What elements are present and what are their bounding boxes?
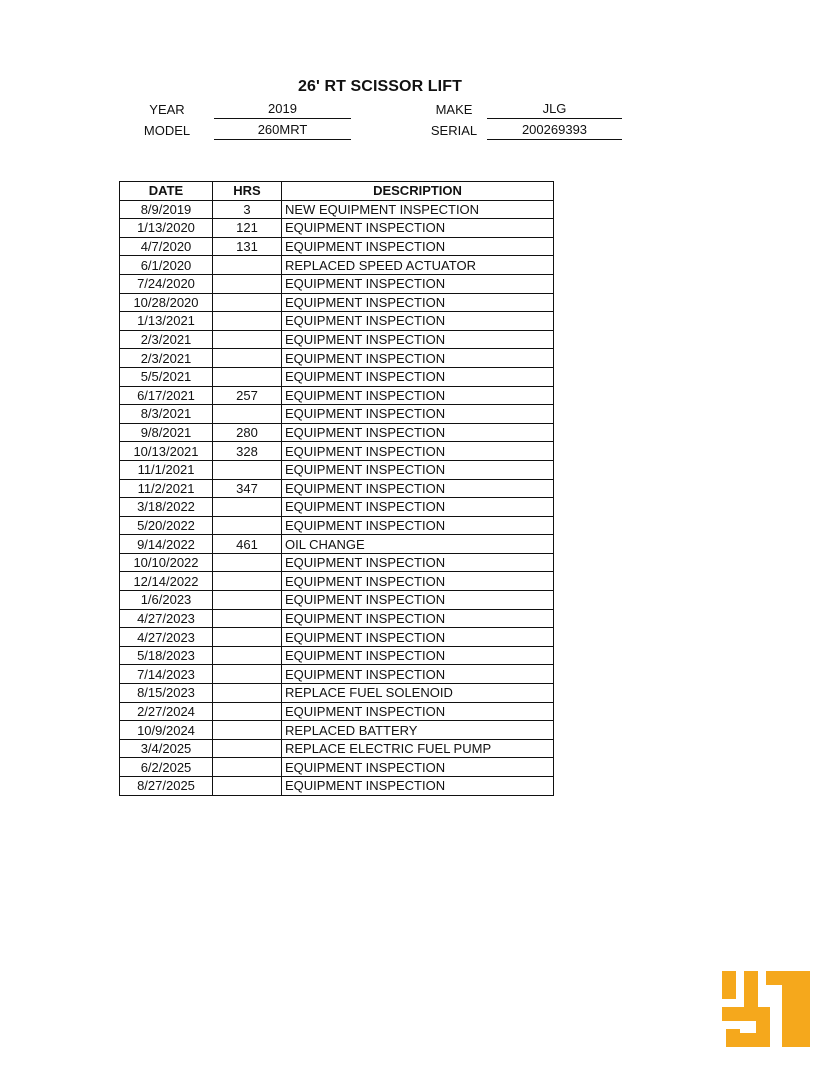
header-hrs: HRS [213, 182, 282, 201]
cell-date: 6/17/2021 [120, 386, 213, 405]
table-row [120, 386, 554, 405]
cell-date: 11/2/2021 [120, 479, 213, 498]
cell-date: 5/18/2023 [120, 646, 213, 665]
cell-date: 8/9/2019 [120, 200, 213, 219]
cell-date: 4/7/2020 [120, 237, 213, 256]
table-row [120, 423, 554, 442]
table-row [120, 609, 554, 628]
table-header-row [120, 182, 554, 201]
cell-date: 8/15/2023 [120, 684, 213, 703]
cell-date: 2/3/2021 [120, 349, 213, 368]
cell-hrs [213, 721, 282, 740]
cell-hrs [213, 665, 282, 684]
table-row [120, 219, 554, 238]
cell-date: 1/6/2023 [120, 591, 213, 610]
table-row [120, 646, 554, 665]
cell-date: 8/27/2025 [120, 777, 213, 796]
cell-date: 10/13/2021 [120, 442, 213, 461]
cell-hrs [213, 777, 282, 796]
cell-date: 6/2/2025 [120, 758, 213, 777]
cell-hrs [213, 684, 282, 703]
cell-hrs: 328 [213, 442, 282, 461]
table-row [120, 293, 554, 312]
cell-description: EQUIPMENT INSPECTION [282, 460, 554, 479]
table-row [120, 721, 554, 740]
cell-description: EQUIPMENT INSPECTION [282, 274, 554, 293]
company-logo-icon [722, 971, 810, 1047]
cell-date: 9/8/2021 [120, 423, 213, 442]
make-label: MAKE [435, 102, 473, 117]
cell-description: EQUIPMENT INSPECTION [282, 516, 554, 535]
cell-description: EQUIPMENT INSPECTION [282, 349, 554, 368]
cell-hrs [213, 460, 282, 479]
model-label: MODEL [143, 123, 191, 138]
year-label: YEAR [149, 102, 185, 117]
cell-description: REPLACE FUEL SOLENOID [282, 684, 554, 703]
table-row [120, 200, 554, 219]
header-description: DESCRIPTION [282, 182, 554, 201]
cell-date: 2/27/2024 [120, 702, 213, 721]
cell-hrs [213, 646, 282, 665]
cell-hrs: 131 [213, 237, 282, 256]
cell-description: EQUIPMENT INSPECTION [282, 665, 554, 684]
cell-date: 7/24/2020 [120, 274, 213, 293]
cell-description: EQUIPMENT INSPECTION [282, 758, 554, 777]
header-date: DATE [120, 182, 213, 201]
table-row [120, 237, 554, 256]
cell-hrs [213, 312, 282, 331]
cell-description: EQUIPMENT INSPECTION [282, 312, 554, 331]
cell-description: OIL CHANGE [282, 535, 554, 554]
cell-hrs: 461 [213, 535, 282, 554]
table-row [120, 349, 554, 368]
table-row [120, 367, 554, 386]
cell-description: EQUIPMENT INSPECTION [282, 367, 554, 386]
cell-description: EQUIPMENT INSPECTION [282, 628, 554, 647]
table-row [120, 274, 554, 293]
cell-hrs: 347 [213, 479, 282, 498]
table-row [120, 628, 554, 647]
cell-date: 10/28/2020 [120, 293, 213, 312]
cell-date: 11/1/2021 [120, 460, 213, 479]
cell-hrs [213, 293, 282, 312]
cell-date: 5/5/2021 [120, 367, 213, 386]
table-row [120, 777, 554, 796]
cell-hrs [213, 405, 282, 424]
cell-hrs [213, 591, 282, 610]
cell-hrs [213, 274, 282, 293]
cell-hrs [213, 572, 282, 591]
cell-date: 10/9/2024 [120, 721, 213, 740]
table-row [120, 516, 554, 535]
cell-date: 2/3/2021 [120, 330, 213, 349]
cell-hrs [213, 330, 282, 349]
cell-date: 12/14/2022 [120, 572, 213, 591]
cell-date: 3/18/2022 [120, 498, 213, 517]
table-row [120, 330, 554, 349]
cell-description: EQUIPMENT INSPECTION [282, 386, 554, 405]
cell-date: 4/27/2023 [120, 609, 213, 628]
cell-hrs: 121 [213, 219, 282, 238]
maintenance-log-table [119, 181, 554, 796]
table-row [120, 665, 554, 684]
table-row [120, 591, 554, 610]
page-title: 26' RT SCISSOR LIFT [298, 78, 462, 95]
cell-hrs [213, 739, 282, 758]
cell-date: 9/14/2022 [120, 535, 213, 554]
cell-date: 8/3/2021 [120, 405, 213, 424]
table-row [120, 553, 554, 572]
cell-description: EQUIPMENT INSPECTION [282, 646, 554, 665]
cell-hrs: 257 [213, 386, 282, 405]
cell-description: NEW EQUIPMENT INSPECTION [282, 200, 554, 219]
cell-hrs [213, 498, 282, 517]
cell-date: 3/4/2025 [120, 739, 213, 758]
cell-description: EQUIPMENT INSPECTION [282, 777, 554, 796]
cell-description: REPLACED SPEED ACTUATOR [282, 256, 554, 275]
table-row [120, 572, 554, 591]
cell-description: EQUIPMENT INSPECTION [282, 330, 554, 349]
cell-description: EQUIPMENT INSPECTION [282, 572, 554, 591]
cell-hrs: 280 [213, 423, 282, 442]
model-value: 260MRT [214, 121, 351, 140]
cell-description: REPLACED BATTERY [282, 721, 554, 740]
cell-description: EQUIPMENT INSPECTION [282, 219, 554, 238]
cell-description: EQUIPMENT INSPECTION [282, 553, 554, 572]
cell-hrs: 3 [213, 200, 282, 219]
table-row [120, 312, 554, 331]
year-value: 2019 [214, 100, 351, 119]
cell-hrs [213, 702, 282, 721]
cell-hrs [213, 758, 282, 777]
table-row [120, 498, 554, 517]
make-value: JLG [487, 100, 622, 119]
cell-description: EQUIPMENT INSPECTION [282, 479, 554, 498]
cell-description: EQUIPMENT INSPECTION [282, 237, 554, 256]
table-row [120, 684, 554, 703]
cell-hrs [213, 516, 282, 535]
cell-description: EQUIPMENT INSPECTION [282, 442, 554, 461]
table-row [120, 702, 554, 721]
cell-description: EQUIPMENT INSPECTION [282, 498, 554, 517]
cell-hrs [213, 256, 282, 275]
cell-hrs [213, 349, 282, 368]
cell-description: EQUIPMENT INSPECTION [282, 702, 554, 721]
cell-description: EQUIPMENT INSPECTION [282, 293, 554, 312]
table-row [120, 758, 554, 777]
cell-date: 10/10/2022 [120, 553, 213, 572]
table-row [120, 535, 554, 554]
cell-hrs [213, 609, 282, 628]
table-row [120, 405, 554, 424]
table-row [120, 442, 554, 461]
cell-date: 5/20/2022 [120, 516, 213, 535]
cell-description: EQUIPMENT INSPECTION [282, 423, 554, 442]
table-row [120, 479, 554, 498]
cell-date: 6/1/2020 [120, 256, 213, 275]
cell-date: 7/14/2023 [120, 665, 213, 684]
table-row [120, 739, 554, 758]
cell-hrs [213, 553, 282, 572]
cell-description: EQUIPMENT INSPECTION [282, 591, 554, 610]
serial-value: 200269393 [487, 121, 622, 140]
cell-description: EQUIPMENT INSPECTION [282, 609, 554, 628]
cell-description: EQUIPMENT INSPECTION [282, 405, 554, 424]
table-body [120, 200, 554, 795]
table-row [120, 460, 554, 479]
cell-hrs [213, 628, 282, 647]
cell-hrs [213, 367, 282, 386]
table-row [120, 256, 554, 275]
cell-date: 4/27/2023 [120, 628, 213, 647]
cell-date: 1/13/2020 [120, 219, 213, 238]
cell-date: 1/13/2021 [120, 312, 213, 331]
serial-label: SERIAL [430, 123, 478, 138]
cell-description: REPLACE ELECTRIC FUEL PUMP [282, 739, 554, 758]
